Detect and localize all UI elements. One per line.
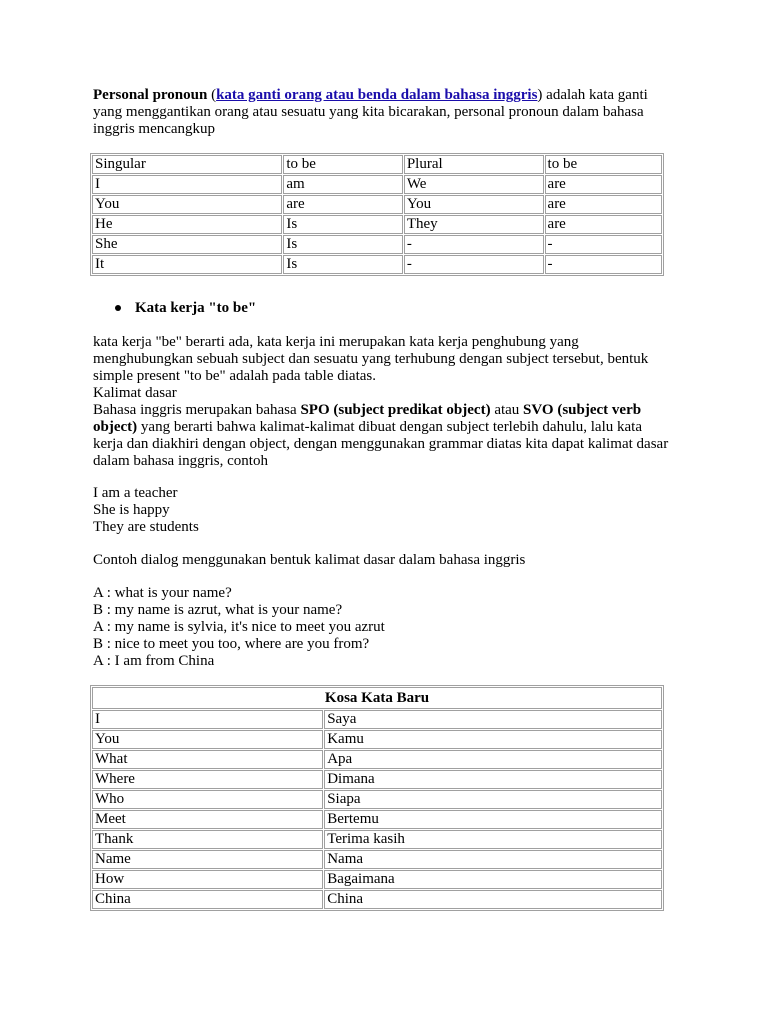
table-cell: Name (92, 850, 323, 869)
paragraph-to-be: kata kerja "be" berarti ada, kata kerja ini merupakan kata kerja penghubung yang menghubungkan sebuah subject dan sesuatu yang terhubung dengan subject tersebut, bentuk simple present "to be" adalah pada table diatas. (93, 334, 649, 384)
paragraph-spo: Bahasa inggris merupakan bahasa SPO (subject predikat object) atau SVO (subject verb object) yang berarti bahwa kalimat-kalimat dibuat dengan subject terlebih dahulu, lalu kata kerja dan diakhiri dengan object, dengan menggunakan grammar diatas kita dapat kalimat dasar dalam bahasa inggris, contoh (93, 402, 669, 469)
table-row (92, 750, 662, 769)
bullet-item (115, 300, 256, 317)
table-cell: He (92, 215, 282, 234)
table-cell: Kamu (324, 730, 662, 749)
table-cell: Is (283, 235, 402, 254)
svo-term: SVO (subject verb object) (93, 402, 642, 435)
table-cell: What (92, 750, 323, 769)
table-cell: to be (545, 155, 662, 174)
table-cell: Singular (92, 155, 282, 174)
table-cell: Bertemu (324, 810, 662, 829)
intro-link[interactable]: kata ganti orang atau benda dalam bahasa inggris (216, 87, 538, 103)
dialog-line: B : nice to meet you too, where are you from? (93, 636, 370, 652)
table-cell: Siapa (324, 790, 662, 809)
dialog-title: Contoh dialog menggunakan bentuk kalimat dasar dalam bahasa inggris (93, 552, 526, 568)
table-cell: China (92, 890, 323, 909)
table-row (92, 870, 662, 889)
body-text (93, 334, 673, 470)
table-cell: You (404, 195, 544, 214)
table-cell: are (545, 175, 662, 194)
table-cell: Thank (92, 830, 323, 849)
table-cell: Dimana (324, 770, 662, 789)
table-cell: It (92, 255, 282, 274)
table-row (92, 790, 662, 809)
spo-term: SPO (subject predikat object) (300, 402, 491, 418)
table-row (92, 235, 662, 254)
table-cell: We (404, 175, 544, 194)
bullet-label: Kata kerja "to be" (135, 300, 257, 316)
table-cell: You (92, 195, 282, 214)
table-row (92, 810, 662, 829)
intro-rest: ) adalah kata ganti yang menggantikan orang atau sesuatu yang kita bicarakan, personal pronoun dalam bahasa inggris mencangkup (93, 87, 648, 137)
table-cell: She (92, 235, 282, 254)
table-cell: Is (283, 215, 402, 234)
table-cell: Bagaimana (324, 870, 662, 889)
dialog-block (93, 585, 673, 670)
example-line: They are students (93, 519, 199, 535)
table-row (92, 175, 662, 194)
table-cell: Where (92, 770, 323, 789)
table-cell: - (545, 235, 662, 254)
table-cell: I (92, 175, 282, 194)
intro-paragraph (93, 87, 673, 138)
table-cell: Who (92, 790, 323, 809)
table-cell: Meet (92, 810, 323, 829)
table-row (92, 890, 662, 909)
pronoun-table (90, 153, 664, 276)
table-cell: - (404, 235, 544, 254)
table-row (92, 770, 662, 789)
table-cell: Nama (324, 850, 662, 869)
dialog-line: A : what is your name? (93, 585, 232, 601)
table-cell: Apa (324, 750, 662, 769)
intro-term: Personal pronoun (93, 87, 208, 103)
table-cell: They (404, 215, 544, 234)
table-cell: to be (283, 155, 402, 174)
bullet-dot-icon (115, 305, 121, 311)
table-row (92, 215, 662, 234)
table-cell: How (92, 870, 323, 889)
table-cell: am (283, 175, 402, 194)
kalimat-dasar-heading: Kalimat dasar (93, 385, 177, 401)
table-cell: are (545, 215, 662, 234)
table-cell: are (545, 195, 662, 214)
example-line: She is happy (93, 502, 170, 518)
dialog-line: B : my name is azrut, what is your name? (93, 602, 343, 618)
table-cell: Plural (404, 155, 544, 174)
table-cell: Saya (324, 710, 662, 729)
table-cell: are (283, 195, 402, 214)
table-row (92, 850, 662, 869)
table-cell: - (404, 255, 544, 274)
table-row (92, 830, 662, 849)
intro-open-paren: ( (207, 87, 217, 103)
example-line: I am a teacher (93, 485, 178, 501)
table-cell: Terima kasih (324, 830, 662, 849)
table-row (92, 710, 662, 729)
table-cell: Is (283, 255, 402, 274)
vocab-table (90, 685, 664, 911)
dialog-line: A : I am from China (93, 653, 215, 669)
table-cell: - (545, 255, 662, 274)
table-cell: I (92, 710, 323, 729)
table-row (92, 155, 662, 174)
table-cell: China (324, 890, 662, 909)
example-sentences (93, 485, 673, 536)
vocab-table-title: Kosa Kata Baru (92, 687, 662, 709)
table-row (92, 255, 662, 274)
dialog-line: A : my name is sylvia, it's nice to meet you azrut (93, 619, 385, 635)
table-row (92, 195, 662, 214)
table-cell: You (92, 730, 323, 749)
table-row (92, 730, 662, 749)
